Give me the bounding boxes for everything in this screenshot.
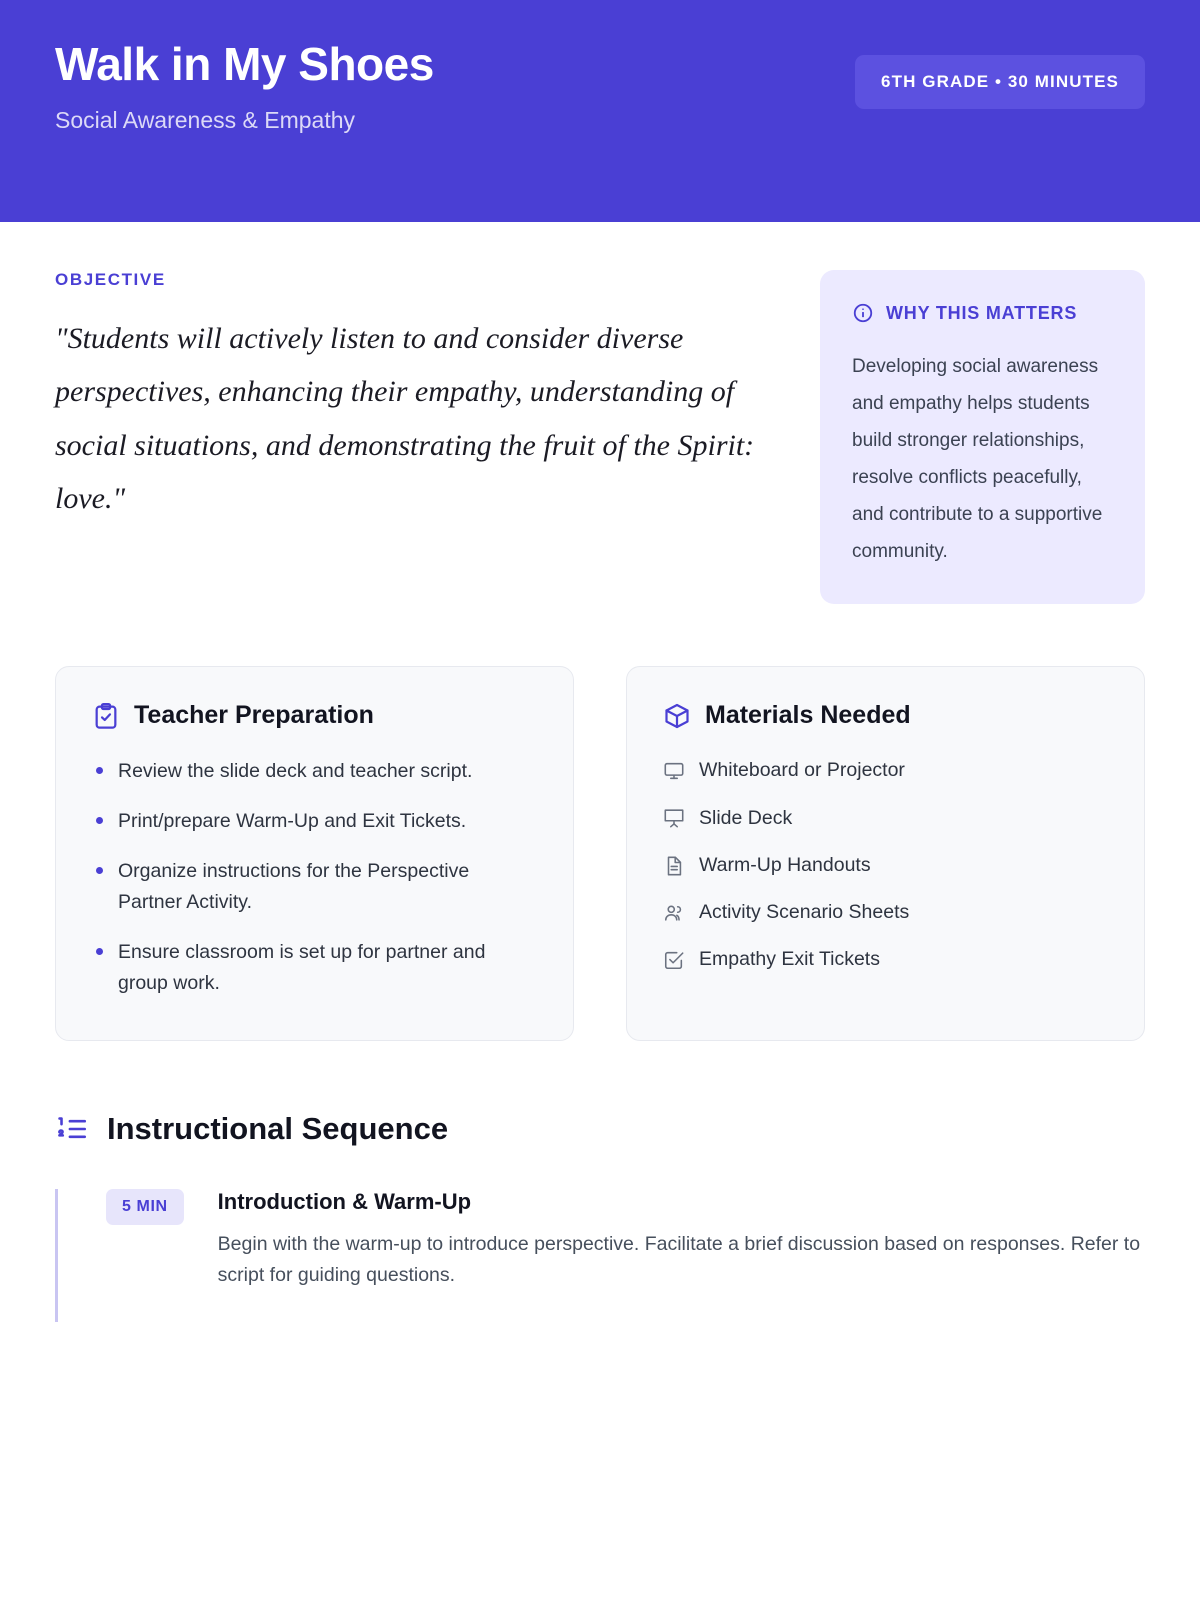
- why-this-matters-header: [852, 300, 1113, 326]
- package-icon: [663, 702, 691, 730]
- list-item: [663, 804, 1108, 833]
- file-text-icon: [663, 855, 685, 877]
- list-item: Ensure classroom is set up for partner and group work.: [92, 937, 537, 1000]
- list-item: [663, 898, 1108, 927]
- material-label: Empathy Exit Tickets: [699, 948, 880, 971]
- material-label: Whiteboard or Projector: [699, 759, 905, 782]
- teacher-preparation-list: [92, 756, 537, 999]
- instructional-sequence-timeline: [55, 1189, 1145, 1322]
- step-title: Introduction & Warm-Up: [217, 1188, 472, 1214]
- instructional-sequence-header: [55, 1111, 1145, 1147]
- teacher-preparation-card: [55, 666, 574, 1040]
- list-item: [663, 851, 1108, 880]
- ordered-list-icon: [55, 1112, 89, 1146]
- info-icon: [852, 302, 874, 324]
- check-square-icon: [663, 949, 685, 971]
- page-body: [0, 222, 1200, 1322]
- materials-needed-list: [663, 756, 1108, 974]
- why-this-matters-card: [820, 270, 1145, 604]
- why-this-matters-title: WHY THIS MATTERS: [886, 303, 1078, 323]
- page-subtitle: Social Awareness & Empathy: [55, 106, 356, 133]
- objective-column: [55, 270, 780, 526]
- info-cards-row: [55, 666, 1145, 1040]
- step-duration-badge: 5 MIN: [106, 1189, 184, 1225]
- users-icon: [663, 902, 685, 924]
- material-label: Slide Deck: [699, 806, 793, 829]
- list-item: Review the slide deck and teacher script.: [92, 756, 537, 788]
- monitor-icon: [663, 760, 685, 782]
- list-item: [663, 945, 1108, 974]
- grade-duration-badge: 6TH GRADE • 30 MINUTES: [855, 55, 1145, 109]
- materials-needed-title: Materials Needed: [705, 701, 911, 730]
- material-label: Activity Scenario Sheets: [699, 901, 910, 924]
- why-this-matters-body: Developing social awareness and empathy helps students build stronger relationships, resolve conflicts peacefully, and contribute to a supportive community.: [852, 356, 1103, 563]
- teacher-preparation-title: Teacher Preparation: [134, 701, 374, 730]
- objective-label: OBJECTIVE: [55, 270, 166, 289]
- sequence-step: [58, 1189, 1145, 1322]
- clipboard-check-icon: [92, 702, 120, 730]
- page-title: Walk in My Shoes: [55, 38, 434, 90]
- step-description: Begin with the warm-up to introduce perspective. Facilitate a brief discussion based on responses. Refer to script for guiding questions.: [217, 1232, 1141, 1287]
- materials-needed-header: [663, 701, 1108, 730]
- step-body: [218, 1189, 1145, 1292]
- list-item: Print/prepare Warm-Up and Exit Tickets.: [92, 806, 537, 838]
- list-item: [663, 756, 1108, 785]
- objective-text: "Students will actively listen to and consider diverse perspectives, enhancing their empathy, understanding of social situations, and demonstrating the fruit of the Spirit: love.": [55, 322, 755, 516]
- objective-section: [55, 270, 1145, 604]
- presentation-icon: [663, 807, 685, 829]
- instructional-sequence-title: Instructional Sequence: [107, 1110, 449, 1146]
- list-item: Organize instructions for the Perspective Partner Activity.: [92, 856, 537, 919]
- page-header: [0, 0, 1200, 222]
- materials-needed-card: [626, 666, 1145, 1040]
- teacher-preparation-header: [92, 701, 537, 730]
- material-label: Warm-Up Handouts: [699, 853, 871, 876]
